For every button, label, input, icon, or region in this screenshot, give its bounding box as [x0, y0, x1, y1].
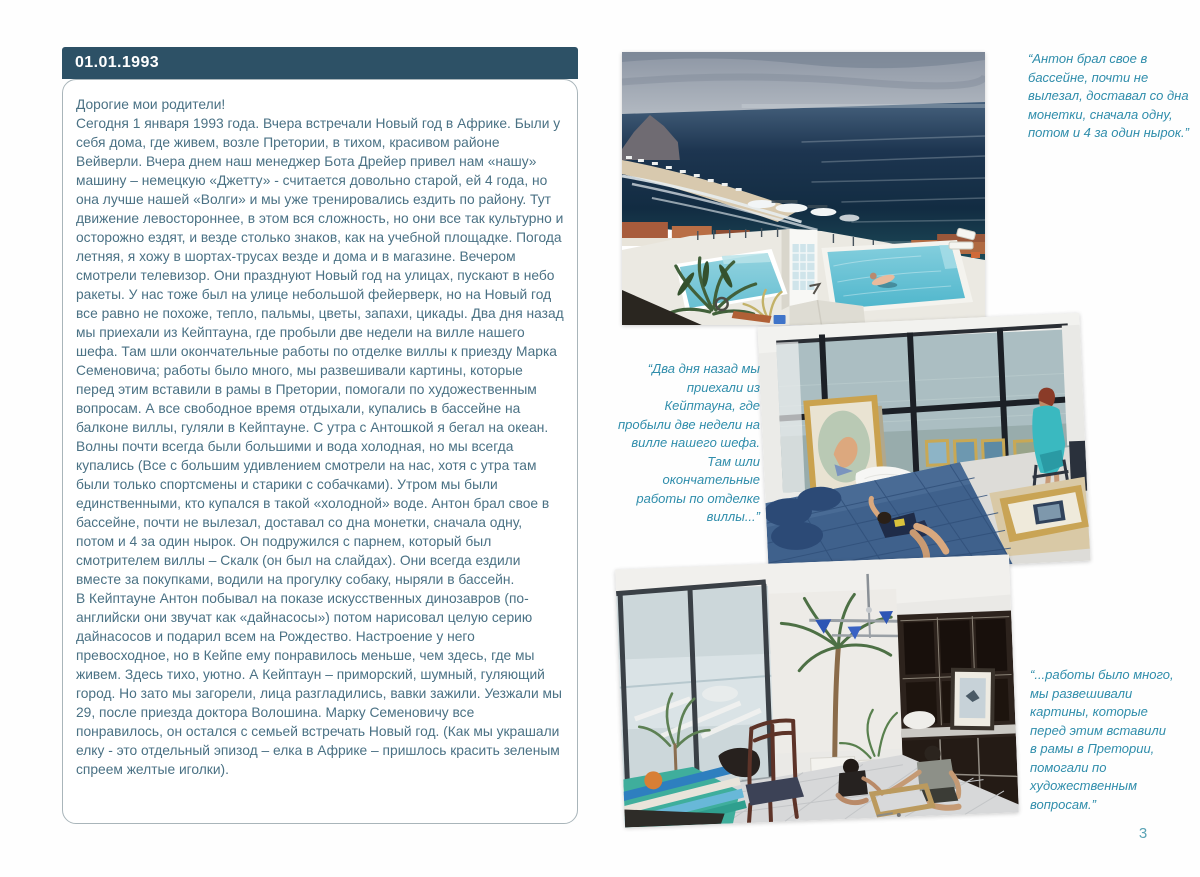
photo-livingroom-framing [615, 555, 1019, 828]
caption-works: “...работы было много, мы развешивали картины, которые перед этим вставили в рамы в Претории, помогали по художественным вопросам.” [1030, 667, 1174, 812]
page-number: 3 [1138, 825, 1148, 842]
livingroom-illustration [615, 555, 1019, 828]
letter-paragraph: В Кейптауне Антон побывал на показе искусственных динозавров (по-английски они звучат как «дайнасосы») потом нарисовал целую серию дайнасосов и подарил всем на Рождество. Настроение у него превосходное, но в Кейпе ему понравилось меньше, чем здесь, где мы живем. Здесь тихо, уютно. А Кейптаун – приморский, шумный, гуляющий город. Но зато мы загорели, лица разгладились, вавки зажили. Уезжали мы 29, после приезда доктора Волошина. Марку Семеновичу все понравилось, он остался с семьей встречать Новый год. (Как мы украшали елку - это отдельный эпизод – елка в Африке – пришлось красить зеленым спреем желтые иголки). [76, 591, 562, 777]
caption-villa: “Два дня назад мы приехали из Кейптауна, где пробыли две недели на вилле нашего шефа. Там шли окончательные работы по отделке виллы...” [618, 361, 760, 524]
photo-pool-terrace [622, 52, 985, 325]
letter-body-box [62, 79, 578, 824]
letter-date-header [62, 47, 578, 79]
letter-paragraph: Сегодня 1 января 1993 года. Вчера встречали Новый год в Африке. Были у себя дома, где живем, возле Претории, в тихом, красивом районе Вейверли. Вчера днем наш менеджер Бота Дрейер привел нам «нашу» машину – немецкую «Джетту» - считается довольно старой, ей 4 года, но она лучше нашей «Волги» и мы уже тренировались ездить по району. Тут движение левостороннее, в этом вся сложность, но они все так культурно и осторожно ездят, и везде столько знаков, как на учебной площадке. Погода летняя, я хожу в шортах-трусах везде и дома и в магазине. Вечером смотрели телевизор. Они празднуют Новый год на улицах, пускают в небо ракеты. У нас тоже был на улице небольшой фейерверк, но на Новый год все равно не похоже, тепло, пальмы, цветы, запахи, цикады. Два дня назад мы приехали из Кейптауна, где пробыли две недели на вилле нашего шефа. Там шли окончательные работы по отделке виллы к приезду Марка Семеновича; работы было много, мы развешивали картины, которые перед этим вставили в рамы в Претории, помогали по художественным вопросам. А все свободное время отдыхали, купались в бассейне на балконе виллы, гуляли в Кейптауне. С утра с Антошкой я бегал на океан. Волны почти всегда были большими и вода холодная, но мы всегда купались (Все с большим удивлением смотрели на нас, хотя с утра там были только спортсмены и старики с собачками). Утром мы были единственными, кто купался в такой «холодной» воде. Антон брал свое в бассейне, почти не вылезал, доставал со дна монетки, сначала одну, потом и 4 за один нырок. Он подружился с парнем, который был смотрителем виллы – Скалк (он был на слайдах). Они всегда ездили вместе за покупками, водили на прогулку собаку, ныряли в бассейн. [76, 116, 564, 587]
letter-salutation: Дорогие мои родители! [76, 97, 226, 112]
letter-date: 01.01.1993 [75, 54, 160, 71]
bedroom-illustration [758, 313, 1091, 575]
photo-bedroom-paintings [758, 313, 1091, 575]
caption-pool: “Антон брал свое в бассейне, почти не вылезал, доставал со дна монетки, сначала одну, потом и 4 за один нырок.” [1028, 51, 1189, 140]
pool-terrace-illustration [622, 52, 985, 325]
